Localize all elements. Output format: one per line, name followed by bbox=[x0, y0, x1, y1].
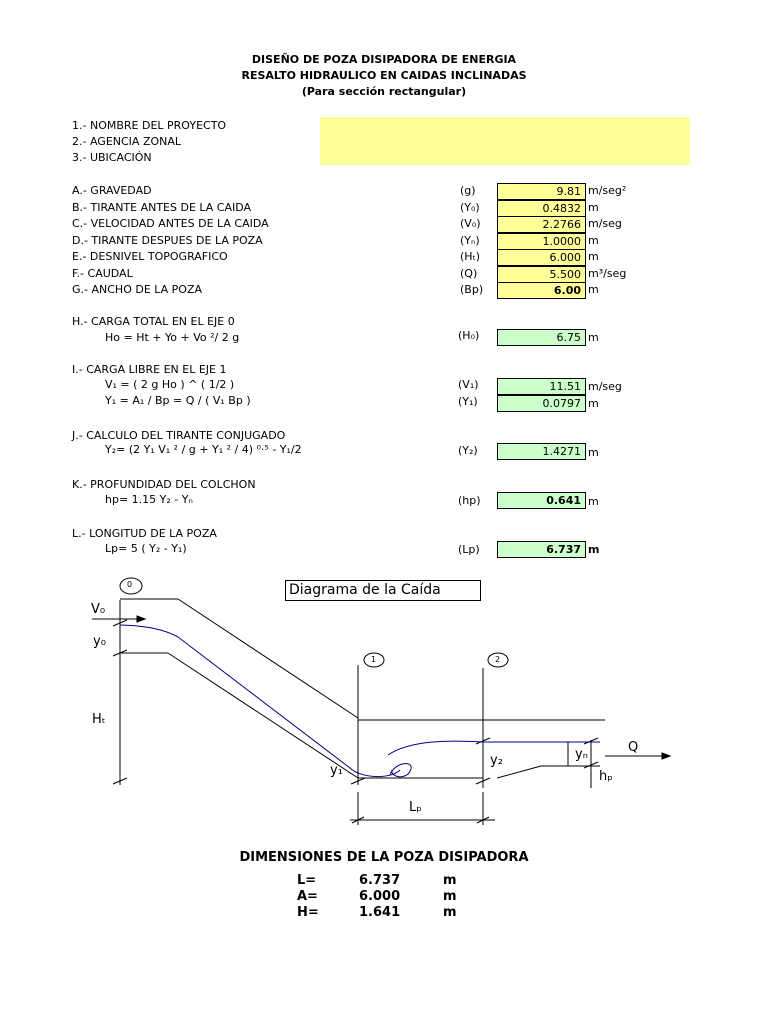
input-symbol: (Q) bbox=[460, 267, 478, 280]
input-unit: m³/seg bbox=[588, 267, 627, 280]
input-label: B.- TIRANTE ANTES DE LA CAIDA bbox=[72, 201, 252, 214]
y1-label: y₁ bbox=[330, 763, 343, 778]
section-1-label: 1 bbox=[371, 655, 377, 664]
input-label: E.- DESNIVEL TOPOGRAFICO bbox=[72, 250, 228, 263]
title-line-3: (Para sección rectangular) bbox=[301, 85, 467, 98]
yn-label: yₙ bbox=[575, 747, 588, 762]
dimension-key: H= bbox=[297, 905, 319, 920]
input-label: A.- GRAVEDAD bbox=[72, 184, 152, 197]
input-value-field[interactable]: 6.000 bbox=[497, 249, 586, 266]
input-unit: m bbox=[588, 250, 599, 263]
section-j-title: J.- CALCULO DEL TIRANTE CONJUGADO bbox=[72, 429, 286, 442]
input-label: F.- CAUDAL bbox=[72, 267, 133, 280]
slope-bottom-line bbox=[168, 653, 358, 778]
section-2-label: 2 bbox=[495, 655, 501, 664]
input-symbol: (Bp) bbox=[460, 283, 484, 296]
section-k-formula: hp= 1.15 Y₂ - Yₙ bbox=[105, 493, 193, 506]
input-symbol: (V₀) bbox=[460, 217, 481, 230]
section-0-label: 0 bbox=[127, 580, 133, 589]
input-value-field[interactable]: 1.0000 bbox=[497, 233, 586, 250]
end-sill-slope bbox=[497, 766, 541, 778]
section-h-unit: m bbox=[588, 331, 599, 344]
section-h-title: H.- CARGA TOTAL EN EL EJE 0 bbox=[72, 315, 235, 328]
input-value-field[interactable]: 0.4832 bbox=[497, 200, 586, 217]
section-i-formula-1: V₁ = ( 2 g Ho ) ^ ( 1/2 ) bbox=[105, 378, 235, 391]
input-unit: m bbox=[588, 234, 599, 247]
input-label: G.- ANCHO DE LA POZA bbox=[72, 283, 203, 296]
input-value-field[interactable]: 5.500 bbox=[497, 266, 586, 283]
section-i-title: I.- CARGA LIBRE EN EL EJE 1 bbox=[72, 363, 227, 376]
input-value-field[interactable]: 6.00 bbox=[497, 282, 586, 299]
input-value-field[interactable]: 9.81 bbox=[497, 183, 586, 200]
v0-label: V₀ bbox=[91, 602, 106, 617]
slope-top-line bbox=[178, 599, 358, 718]
section-j-formula: Y₂= (2 Y₁ V₁ ² / g + Y₁ ² / 4) ⁰·⁵ - Y₁/2 bbox=[105, 443, 302, 456]
title-line-1: DISEÑO DE POZA DISIPADORA DE ENERGIA bbox=[251, 53, 517, 66]
agency-label: 2.- AGENCIA ZONAL bbox=[72, 135, 182, 148]
section-i-symbol-2: (Y₁) bbox=[458, 395, 478, 408]
dimension-key: A= bbox=[297, 889, 318, 904]
dimension-value: 1.641 bbox=[359, 905, 401, 920]
input-symbol: (Yₙ) bbox=[460, 234, 480, 247]
title-line-2: RESALTO HIDRAULICO EN CAIDAS INCLINADAS bbox=[241, 69, 527, 82]
section-i-unit-2: m bbox=[588, 397, 599, 410]
y2-label: y₂ bbox=[490, 753, 503, 768]
section-j-unit: m bbox=[588, 446, 599, 459]
input-unit: m bbox=[588, 283, 599, 296]
dimension-unit: m bbox=[443, 889, 457, 904]
section-h-value[interactable]: 6.75 bbox=[497, 329, 586, 346]
section-k-title: K.- PROFUNDIDAD DEL COLCHON bbox=[72, 478, 256, 491]
project-name-label: 1.- NOMBRE DEL PROYECTO bbox=[72, 119, 227, 132]
section-k-unit: m bbox=[588, 495, 599, 508]
input-unit: m/seg bbox=[588, 217, 622, 230]
ht-label: Hₜ bbox=[92, 712, 106, 727]
input-label: C.- VELOCIDAD ANTES DE LA CAIDA bbox=[72, 217, 269, 230]
section-i-value-1[interactable]: 11.51 bbox=[497, 378, 586, 395]
location-label: 3.- UBICACIÓN bbox=[72, 151, 152, 164]
section-i-unit-1: m/seg bbox=[588, 380, 622, 393]
drop-diagram bbox=[0, 570, 768, 830]
dimension-value: 6.737 bbox=[359, 873, 401, 888]
section-k-value[interactable]: 0.641 bbox=[497, 492, 586, 509]
dimension-unit: m bbox=[443, 905, 457, 920]
section-l-unit: m bbox=[588, 543, 600, 556]
section-l-value[interactable]: 6.737 bbox=[497, 541, 586, 558]
dimension-key: L= bbox=[297, 873, 317, 888]
section-j-symbol: (Y₂) bbox=[458, 444, 478, 457]
section-k-symbol: (hp) bbox=[458, 494, 481, 507]
section-h-formula: Ho = Ht + Yo + Vo ²/ 2 g bbox=[105, 331, 240, 344]
section-l-formula: Lp= 5 ( Y₂ - Y₁) bbox=[105, 542, 187, 555]
input-value-field[interactable]: 2.2766 bbox=[497, 216, 586, 233]
section-j-value[interactable]: 1.4271 bbox=[497, 443, 586, 460]
dimension-unit: m bbox=[443, 873, 457, 888]
section-i-formula-2: Y₁ = A₁ / Bp = Q / ( V₁ Bp ) bbox=[105, 394, 251, 407]
section-l-symbol: (Lp) bbox=[458, 543, 480, 556]
input-symbol: (Y₀) bbox=[460, 201, 480, 214]
dimension-value: 6.000 bbox=[359, 889, 401, 904]
input-symbol: (g) bbox=[460, 184, 476, 197]
diagram-title: Diagrama de la Caída bbox=[285, 580, 481, 601]
section-i-symbol-1: (V₁) bbox=[458, 378, 479, 391]
input-unit: m bbox=[588, 201, 599, 214]
input-symbol: (Hₜ) bbox=[460, 250, 481, 263]
input-label: D.- TIRANTE DESPUES DE LA POZA bbox=[72, 234, 263, 247]
y0-label: y₀ bbox=[93, 634, 106, 649]
hp-label: hₚ bbox=[599, 769, 613, 784]
q-label: Q bbox=[628, 740, 639, 755]
section-h-symbol: (H₀) bbox=[458, 329, 480, 342]
section-i-value-2[interactable]: 0.0797 bbox=[497, 395, 586, 412]
project-info-field[interactable] bbox=[320, 117, 690, 165]
input-unit: m/seg² bbox=[588, 184, 627, 197]
lp-label: Lₚ bbox=[409, 800, 422, 815]
section-l-title: L.- LONGITUD DE LA POZA bbox=[72, 527, 217, 540]
dimensions-title: DIMENSIONES DE LA POZA DISIPADORA bbox=[239, 850, 529, 865]
hydraulic-jump-roll bbox=[390, 764, 411, 777]
